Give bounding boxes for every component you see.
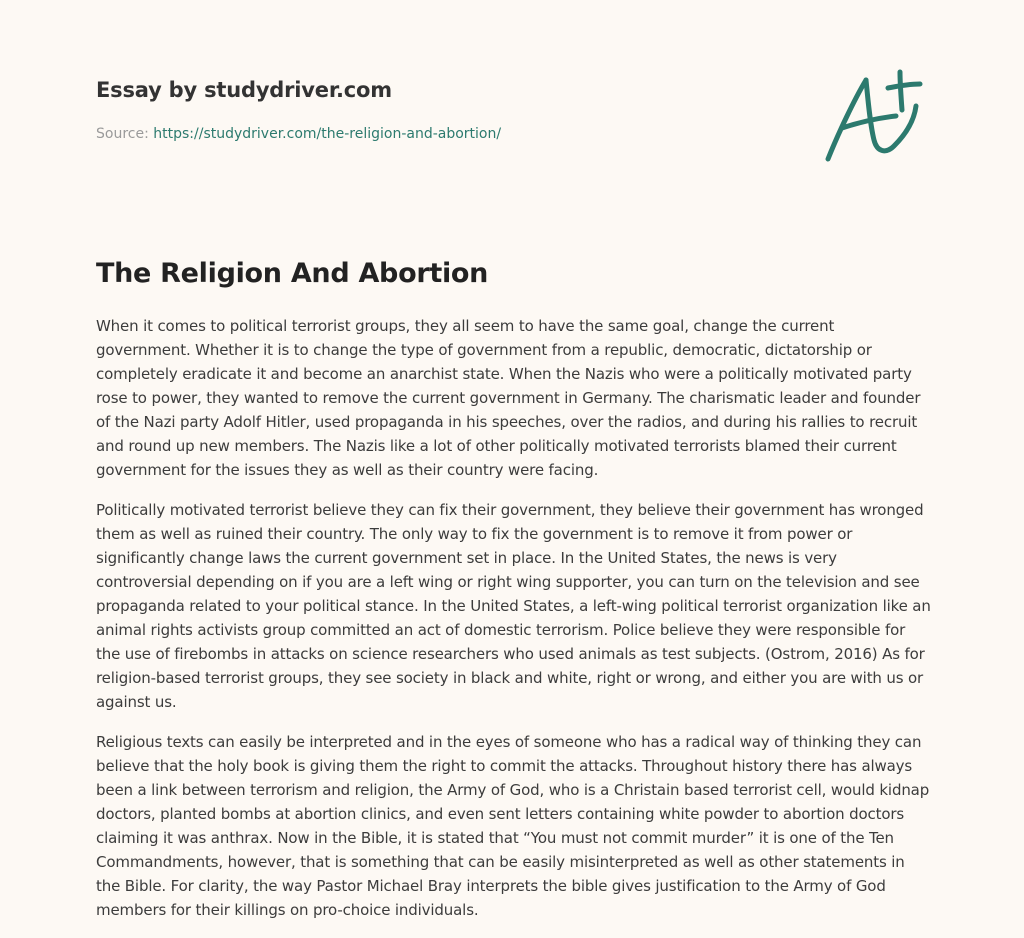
site-title: Essay by studydriver.com	[96, 78, 392, 102]
essay-paragraph: When it comes to political terrorist groups, they all seem to have the same goal, change the current government. Whether it is to change the type of government from a republic, democratic, dictatorship or completely eradicate it and become an anarchist state. When the Nazis who were a politically motivated party rose to power, they wanted to remove the current government in Germany. The charismatic leader and founder of the Nazi party Adolf Hitler, used propaganda in his speeches, over the radios, and during his rallies to recruit and round up new members. The Nazis like a lot of other politically motivated terrorists blamed their current government for the issues they as well as their country were facing.	[96, 317, 921, 479]
source-label: Source:	[96, 126, 149, 142]
source-line	[96, 124, 796, 144]
essay-paragraph: Religious texts can easily be interpreted and in the eyes of someone who has a radical way of thinking they can believe that the holy book is giving them the right to commit the attacks. Throughout history there has always been a link between terrorism and religion, the Army of God, who is a Christain based terrorist cell, would kidnap doctors, planted bombs at abortion clinics, and even sent letters containing white powder to abortion doctors claiming it was anthrax. Now in the Bible, it is stated that “You must not commit murder” it is one of the Ten Commandments, however, that is something that can be easily misinterpreted as well as other statements in the Bible. For clarity, the way Pastor Michael Bray interprets the bible gives justification to the Army of God members for their killings on pro-choice individuals.	[96, 733, 930, 919]
essay-paragraph: Politically motivated terrorist believe they can fix their government, they believe their government has wronged them as well as ruined their country. The only way to fix the government is to remove it from power or significantly change laws the current government set in place. In the United States, the news is very controversial depending on if you are a left wing or right wing supporter, you can turn on the television and see propaganda related to your political stance. In the United States, a left-wing political terrorist organization like an animal rights activists group committed an act of domestic terrorism. Police believe they were responsible for the use of firebombs in attacks on science researchers who used animals as test subjects. (Ostrom, 2016) As for religion-based terrorist groups, they see society in black and white, right or wrong, and either you are with us or against us.	[96, 501, 931, 711]
essay-title: The Religion And Abortion	[96, 258, 489, 289]
a-plus-logo	[820, 66, 930, 166]
page-header	[96, 76, 796, 144]
source-link[interactable]: https://studydriver.com/the-religion-and-abortion/	[153, 126, 502, 142]
essay-body	[96, 314, 931, 938]
